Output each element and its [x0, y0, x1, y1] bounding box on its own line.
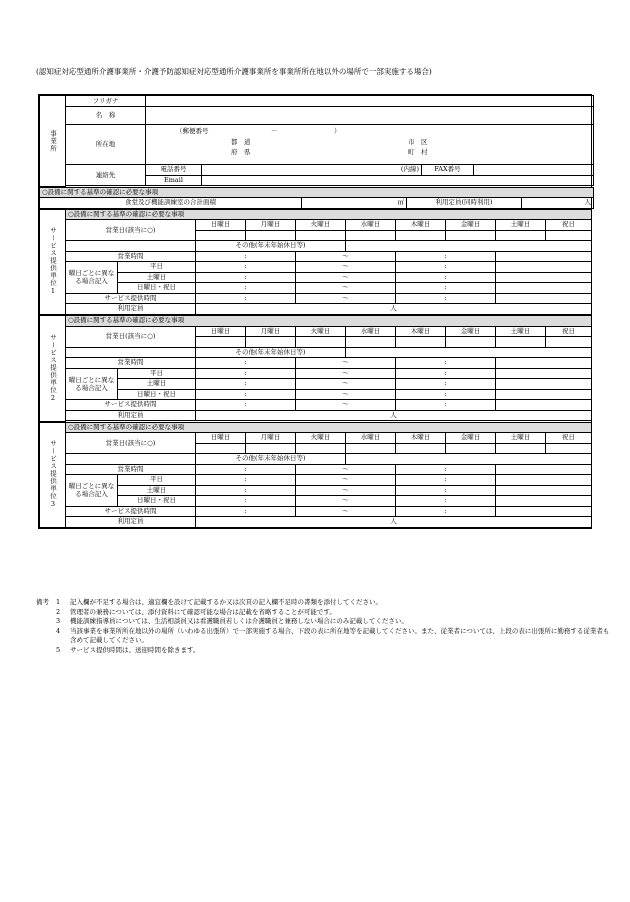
day-check-4[interactable]	[396, 443, 446, 454]
note-number: 4	[56, 626, 61, 635]
day-5: 金曜日	[446, 433, 496, 444]
hours-tilde: ～	[296, 358, 396, 369]
day-5: 金曜日	[446, 220, 496, 231]
day-7: 祝日	[546, 326, 592, 337]
note-number: 1	[56, 598, 61, 606]
sunday-colon2[interactable]: :	[396, 283, 496, 294]
area-label: 食堂及び機能訓練室の合計面積	[40, 198, 302, 209]
other-field[interactable]	[346, 241, 592, 252]
address-field[interactable]	[146, 125, 594, 165]
weekday-label: 平日	[118, 262, 196, 273]
service-time-colon1[interactable]: :	[196, 506, 296, 517]
by-day-label: 曜日ごとに異なる場合記入	[66, 368, 118, 400]
day-1: 月曜日	[246, 433, 296, 444]
sunday-blank	[496, 496, 592, 507]
sunday-colon2[interactable]: :	[396, 389, 496, 400]
day-5: 金曜日	[446, 326, 496, 337]
postal-dash: －	[271, 127, 278, 135]
day-check-0[interactable]	[196, 230, 246, 241]
notes-section	[36, 598, 615, 655]
weekday-tilde: ～	[296, 262, 396, 273]
notes-head: 備考	[36, 598, 49, 606]
service-units	[39, 209, 591, 529]
day-0: 日曜日	[196, 433, 246, 444]
weekday-colon1[interactable]: :	[196, 368, 296, 379]
note-text: 当該事業を事業所所在地以外の場所（いわゆる出張所）で一部実施する場合、下段の表に所在地等を記載してください。また、従業者については、上段の表に出張所に勤務する従業者も含めて記載してください。	[70, 626, 610, 644]
sunday-colon1[interactable]: :	[196, 496, 296, 507]
business-days-label: 営業日(該当に○)	[66, 433, 196, 454]
service-time-colon2[interactable]: :	[396, 400, 496, 411]
weekday-colon2[interactable]: :	[396, 475, 496, 486]
sunday-tilde: ～	[296, 496, 396, 507]
day-0: 日曜日	[196, 326, 246, 337]
saturday-tilde: ～	[296, 379, 396, 390]
hours-label: 営業時間	[66, 464, 196, 475]
note-text: サービス提供時間は、送迎時間を除きます。	[70, 645, 200, 654]
day-check-2[interactable]	[296, 443, 346, 454]
sunday-colon2[interactable]: :	[396, 496, 496, 507]
day-4: 木曜日	[396, 220, 446, 231]
service-time-label: サービス提供時間	[66, 506, 196, 517]
notes-head-spacer	[36, 608, 56, 618]
service-time-blank	[496, 400, 592, 411]
other-spacer	[66, 241, 196, 252]
day-check-1[interactable]	[246, 337, 296, 348]
notes-head-spacer	[36, 617, 56, 627]
note-item	[36, 598, 615, 608]
phone-label: 電話番号	[146, 165, 202, 176]
office-table	[39, 95, 594, 187]
service-time-tilde: ～	[296, 293, 396, 304]
postal-label: （郵便番号	[176, 127, 209, 135]
saturday-blank	[496, 379, 592, 390]
hours-colon1[interactable]: :	[196, 464, 296, 475]
note-text: 記入欄が不足する場合は、適宜欄を設けて記載するか又は次頁の記入欄不足時の書類を添付してください。	[70, 598, 382, 606]
note-text: 管理者の兼務については、添付資料にて確認可能な場合は記載を省略することが可能です。	[70, 607, 336, 616]
sunday-colon1[interactable]: :	[196, 389, 296, 400]
furigana-label: フリガナ	[66, 96, 146, 107]
unit-label: サービス提供単位2	[40, 316, 66, 422]
name-field[interactable]	[146, 107, 594, 125]
saturday-colon1[interactable]: :	[196, 485, 296, 496]
address-label: 所在地	[66, 125, 146, 165]
day-check-0[interactable]	[196, 337, 246, 348]
weekday-colon2[interactable]: :	[396, 262, 496, 273]
day-2: 火曜日	[296, 220, 346, 231]
day-check-1[interactable]	[246, 443, 296, 454]
saturday-colon2[interactable]: :	[396, 272, 496, 283]
service-time-blank	[496, 506, 592, 517]
day-4: 木曜日	[396, 326, 446, 337]
saturday-blank	[496, 485, 592, 496]
business-days-label: 営業日(該当に○)	[66, 220, 196, 241]
application-form	[38, 94, 592, 529]
saturday-colon2[interactable]: :	[396, 379, 496, 390]
saturday-label: 土曜日	[118, 379, 196, 390]
other-field[interactable]	[346, 454, 592, 465]
day-check-2[interactable]	[296, 337, 346, 348]
weekday-colon2[interactable]: :	[396, 368, 496, 379]
note-number: 5	[56, 645, 61, 654]
unit-capacity-field[interactable]: 人	[196, 517, 592, 528]
unit-capacity-field[interactable]: 人	[196, 304, 592, 315]
note-number: 3	[56, 617, 61, 625]
day-check-7[interactable]	[546, 337, 592, 348]
unit-header: ○設備に関する基準の確認に必要な事項	[66, 422, 592, 433]
day-3: 水曜日	[346, 220, 396, 231]
other-label: その他(年末年始休日等)	[196, 347, 346, 358]
day-7: 祝日	[546, 433, 592, 444]
sunday-holiday-label: 日曜日・祝日	[118, 496, 196, 507]
sunday-tilde: ～	[296, 283, 396, 294]
notes-head-spacer	[36, 646, 56, 656]
day-check-4[interactable]	[396, 230, 446, 241]
capacity-label: 利用定員(同時利用)	[407, 198, 522, 209]
capacity-unit[interactable]: 人	[522, 198, 594, 209]
other-spacer	[66, 454, 196, 465]
shiku-label: 市 区	[408, 138, 428, 146]
day-2: 火曜日	[296, 326, 346, 337]
email-label: Email	[146, 175, 202, 186]
day-check-3[interactable]	[346, 443, 396, 454]
service-time-tilde: ～	[296, 400, 396, 411]
service-time-colon2[interactable]: :	[396, 293, 496, 304]
hours-tilde: ～	[296, 464, 396, 475]
weekday-label: 平日	[118, 475, 196, 486]
service-time-colon1[interactable]: :	[196, 293, 296, 304]
other-label: その他(年末年始休日等)	[196, 454, 346, 465]
day-check-6[interactable]	[496, 337, 546, 348]
chouson-label: 町 村	[408, 148, 428, 156]
hours-colon1[interactable]: :	[196, 358, 296, 369]
hours-blank	[496, 464, 592, 475]
fax-field[interactable]	[474, 165, 594, 176]
service-time-blank	[496, 293, 592, 304]
weekday-tilde: ～	[296, 368, 396, 379]
day-check-4[interactable]	[396, 337, 446, 348]
day-check-6[interactable]	[496, 230, 546, 241]
sunday-tilde: ～	[296, 389, 396, 400]
sunday-blank	[496, 389, 592, 400]
day-check-1[interactable]	[246, 230, 296, 241]
weekday-tilde: ～	[296, 475, 396, 486]
business-days-label: 営業日(該当に○)	[66, 326, 196, 347]
unit-header: ○設備に関する基準の確認に必要な事項	[66, 316, 592, 327]
day-check-0[interactable]	[196, 443, 246, 454]
day-6: 土曜日	[496, 326, 546, 337]
note-text: 機能訓練指導員については、生活相談員又は看護職員若しくは介護職員と兼務しない場合にのみ記載してください。	[70, 617, 408, 625]
service-time-label: サービス提供時間	[66, 293, 196, 304]
weekday-colon1[interactable]: :	[196, 262, 296, 273]
sunday-colon1[interactable]: :	[196, 283, 296, 294]
saturday-label: 土曜日	[118, 272, 196, 283]
saturday-colon1[interactable]: :	[196, 272, 296, 283]
notes-head-spacer	[36, 627, 56, 646]
by-day-label: 曜日ごとに異なる場合記入	[66, 262, 118, 294]
weekday-blank	[496, 368, 592, 379]
weekday-blank	[496, 262, 592, 273]
service-time-tilde: ～	[296, 506, 396, 517]
weekday-label: 平日	[118, 368, 196, 379]
other-spacer	[66, 347, 196, 358]
hours-blank	[496, 251, 592, 262]
other-field[interactable]	[346, 347, 592, 358]
day-check-5[interactable]	[446, 337, 496, 348]
day-6: 土曜日	[496, 220, 546, 231]
by-day-label: 曜日ごとに異なる場合記入	[66, 475, 118, 507]
saturday-colon2[interactable]: :	[396, 485, 496, 496]
postal-close: ）	[334, 127, 341, 135]
note-item	[36, 646, 615, 656]
day-0: 日曜日	[196, 220, 246, 231]
day-check-3[interactable]	[346, 230, 396, 241]
day-check-7[interactable]	[546, 443, 592, 454]
sunday-holiday-label: 日曜日・祝日	[118, 389, 196, 400]
service-unit-table	[39, 422, 592, 529]
contact-label: 連絡先	[66, 165, 146, 186]
office-section-label: 事業所	[40, 96, 66, 187]
service-time-label: サービス提供時間	[66, 400, 196, 411]
hours-colon1[interactable]: :	[196, 251, 296, 262]
unit-capacity-label: 利用定員	[66, 517, 196, 528]
day-check-5[interactable]	[446, 230, 496, 241]
hours-tilde: ～	[296, 251, 396, 262]
unit-capacity-label: 利用定員	[66, 304, 196, 315]
saturday-colon1[interactable]: :	[196, 379, 296, 390]
sunday-blank	[496, 283, 592, 294]
day-3: 水曜日	[346, 326, 396, 337]
day-check-7[interactable]	[546, 230, 592, 241]
weekday-blank	[496, 475, 592, 486]
hours-label: 営業時間	[66, 251, 196, 262]
day-6: 土曜日	[496, 433, 546, 444]
fuken-label: 府 県	[231, 148, 251, 156]
day-check-3[interactable]	[346, 337, 396, 348]
note-item	[36, 617, 615, 627]
facility-header: ○設備に関する基準の確認に必要な事項	[40, 187, 594, 198]
day-1: 月曜日	[246, 326, 296, 337]
fax-label: FAX番号	[422, 165, 474, 176]
day-check-2[interactable]	[296, 230, 346, 241]
hours-blank	[496, 358, 592, 369]
sunday-holiday-label: 日曜日・祝日	[118, 283, 196, 294]
hours-colon2[interactable]: :	[396, 358, 496, 369]
saturday-tilde: ～	[296, 272, 396, 283]
saturday-label: 土曜日	[118, 485, 196, 496]
service-unit-table	[39, 315, 592, 422]
page-title: (認知症対応型通所介護事業所・介護予防認知症対応型通所介護事業所を事業所所在地以外の場所で一部実施する場合)	[36, 67, 432, 76]
day-2: 火曜日	[296, 433, 346, 444]
hours-label: 営業時間	[66, 358, 196, 369]
furigana-field[interactable]	[146, 96, 594, 107]
email-field[interactable]	[202, 175, 594, 186]
name-label: 名 称	[66, 107, 146, 125]
unit-label: サービス提供単位1	[40, 209, 66, 315]
service-time-colon1[interactable]: :	[196, 400, 296, 411]
day-1: 月曜日	[246, 220, 296, 231]
area-unit[interactable]: ㎡	[302, 198, 407, 209]
saturday-tilde: ～	[296, 485, 396, 496]
unit-header: ○設備に関する基準の確認に必要な事項	[66, 209, 592, 220]
saturday-blank	[496, 272, 592, 283]
hours-colon2[interactable]: :	[396, 251, 496, 262]
weekday-colon1[interactable]: :	[196, 475, 296, 486]
hours-colon2[interactable]: :	[396, 464, 496, 475]
unit-capacity-field[interactable]: 人	[196, 410, 592, 421]
service-time-colon2[interactable]: :	[396, 506, 496, 517]
day-7: 祝日	[546, 220, 592, 231]
day-3: 水曜日	[346, 433, 396, 444]
unit-capacity-label: 利用定員	[66, 410, 196, 421]
unit-label: サービス提供単位3	[40, 422, 66, 528]
day-check-5[interactable]	[446, 443, 496, 454]
other-label: その他(年末年始休日等)	[196, 241, 346, 252]
note-number: 2	[56, 607, 61, 616]
day-4: 木曜日	[396, 433, 446, 444]
note-item	[36, 608, 615, 618]
extension-label: (内線)	[202, 165, 422, 176]
service-unit-table	[39, 209, 592, 316]
day-check-6[interactable]	[496, 443, 546, 454]
facility-table	[39, 187, 594, 209]
todo-label: 都 道	[231, 138, 251, 146]
note-item	[36, 627, 615, 646]
